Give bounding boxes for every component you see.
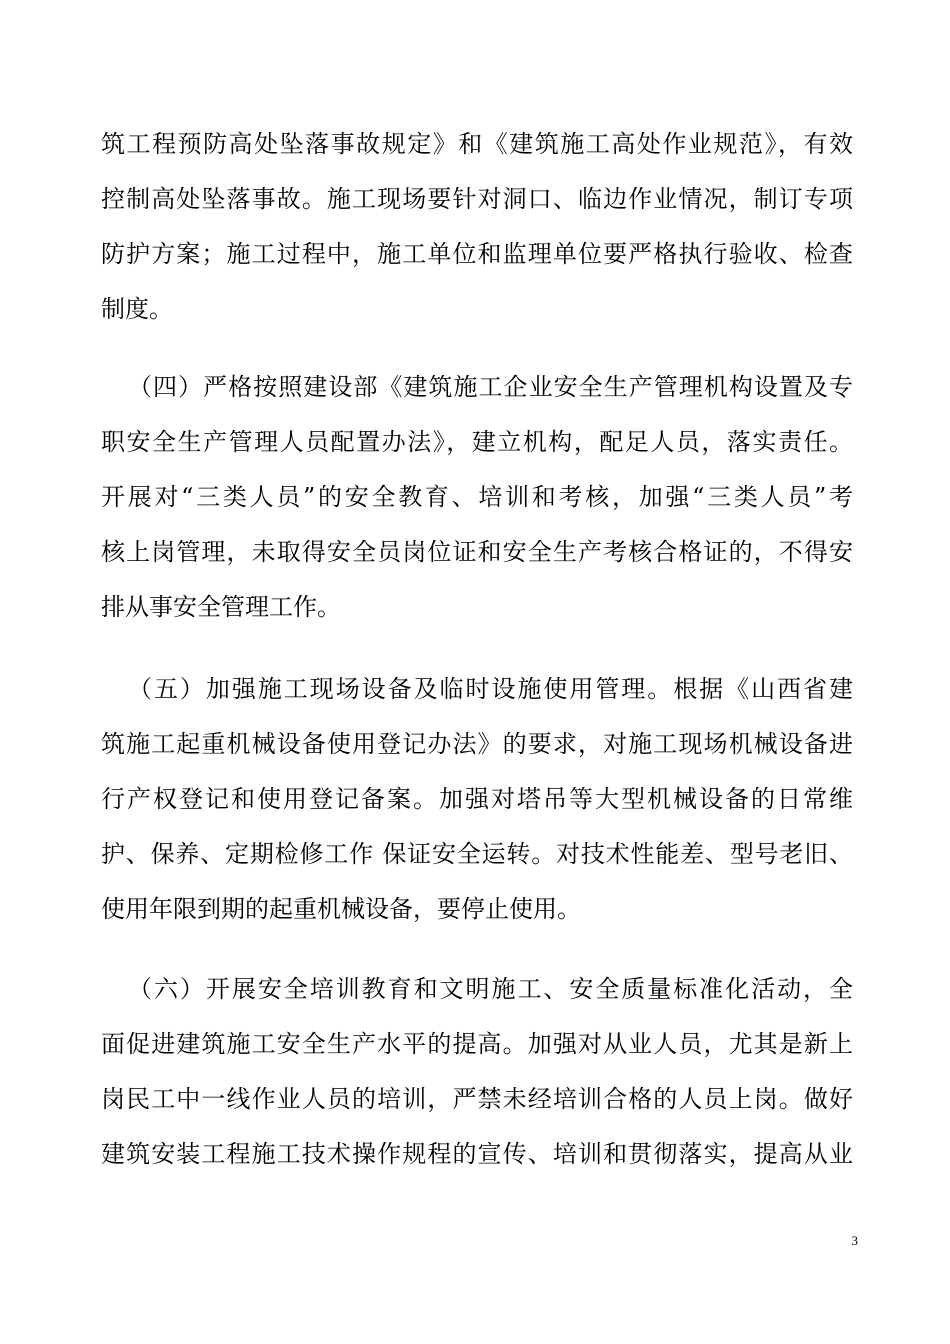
text-line: 核上岗管理，未取得安全员岗位证和安全生产考核合格证的，不得安 (101, 538, 853, 566)
text-line: 护、保养、定期检修工作 保证安全运转。对技术性能差、型号老旧、 (101, 840, 853, 868)
text-line: 行产权登记和使用登记备案。加强对塔吊等大型机械设备的日常维 (101, 785, 853, 813)
text-line: 控制高处坠落事故。施工现场要针对洞口、临边作业情况，制订专项 (101, 185, 853, 213)
text-line: 建筑安装工程施工技术操作规程的宣传、培训和贯彻落实，提高从业 (101, 1140, 853, 1168)
text-line: 防护方案；施工过程中，施工单位和监理单位要严格执行验收、检查 (101, 240, 853, 268)
text-line: 筑工程预防高处坠落事故规定》和《建筑施工高处作业规范》，有效 (101, 130, 853, 158)
text-line: 使用年限到期的起重机械设备，要停止使用。 (101, 895, 581, 923)
text-line: 筑施工起重机械设备使用登记办法》的要求，对施工现场机械设备进 (101, 730, 853, 758)
text-line: （五）加强施工现场设备及临时设施使用管理。根据《山西省建 (128, 675, 853, 703)
text-line: 面促进建筑施工安全生产水平的提高。加强对从业人员，尤其是新上 (101, 1030, 853, 1058)
text-line: 开展对“三类人员”的安全教育、培训和考核，加强“三类人员”考 (101, 483, 853, 511)
text-line: （四）严格按照建设部《建筑施工企业安全生产管理机构设置及专 (128, 373, 853, 401)
text-line: 排从事安全管理工作。 (101, 593, 341, 621)
text-line: 岗民工中一线作业人员的培训，严禁未经培训合格的人员上岗。做好 (101, 1085, 853, 1113)
page-number: 3 (851, 1233, 858, 1248)
text-line: （六）开展安全培训教育和文明施工、安全质量标准化活动，全 (128, 975, 853, 1003)
text-line: 职安全生产管理人员配置办法》，建立机构，配足人员，落实责任。 (101, 428, 853, 456)
text-line: 制度。 (101, 295, 173, 323)
